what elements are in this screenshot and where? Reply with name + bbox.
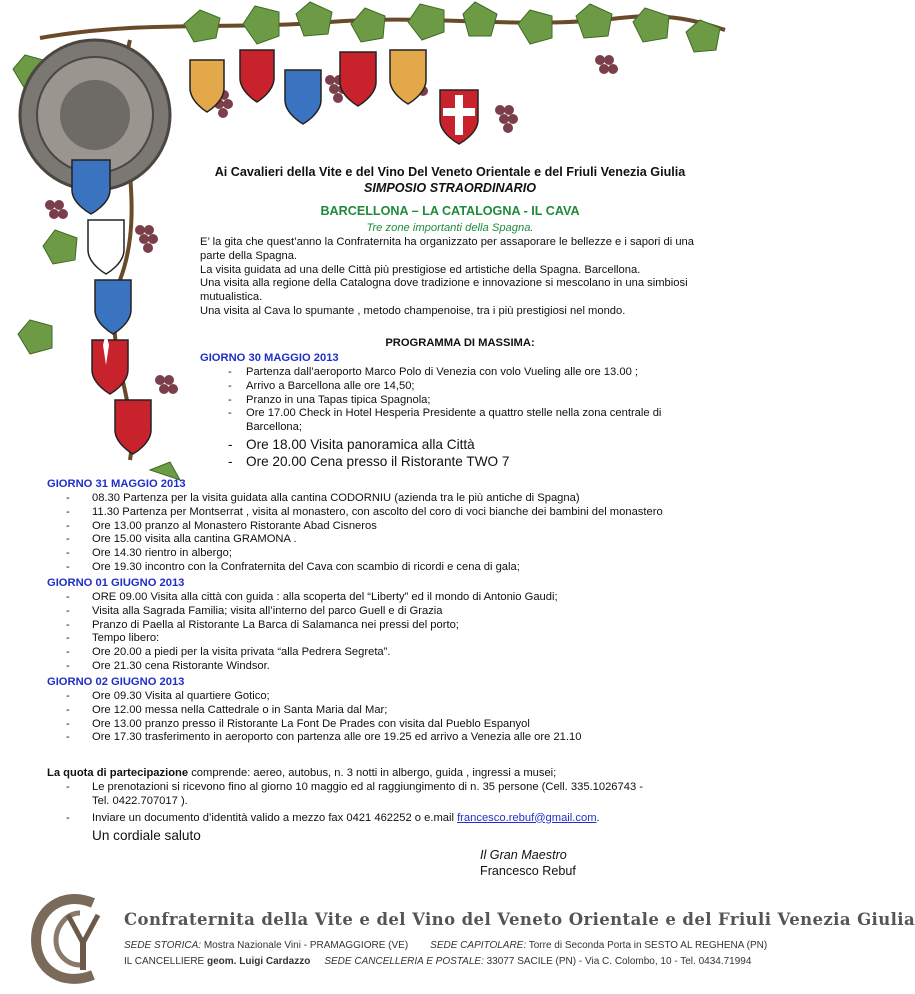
signature-name: Francesco Rebuf bbox=[480, 864, 576, 878]
confraternita-logo bbox=[28, 885, 120, 990]
list-item: - Le prenotazioni si ricevono fino al giorno 10 maggio ed al raggiungimento di n. 35 persone (Cell. 335.1026743 - bbox=[66, 781, 644, 793]
list-item: Barcellona; bbox=[246, 421, 302, 434]
intro-line: mutualistica. bbox=[200, 291, 263, 304]
list-item: - Ore 13.00 pranzo presso il Ristorante La Font De Prades con visita dal Pueblo Espanyol bbox=[66, 717, 530, 730]
list-item: - 08.30 Partenza per la visita guidata alla cantina CODORNIU (azienda tra le più antiche di Spagna) bbox=[66, 492, 580, 504]
list-item: - 11.30 Partenza per Montserrat , visita al monastero, con ascolto del coro di voci bianche dei bambini del monastero bbox=[66, 505, 663, 518]
closing: Un cordiale saluto bbox=[92, 828, 201, 843]
intro-line: Una visita alla regione della Catalogna dove tradizione e innovazione si mescolano in una simbiosi bbox=[200, 277, 688, 290]
intro-line: Una visita al Cava lo spumante , metodo champenoise, tra i più prestigiosi nel mondo. bbox=[200, 304, 626, 317]
header-title: Ai Cavalieri della Vite e del Vino Del Veneto Orientale e del Friuli Venezia Giulia bbox=[214, 165, 686, 179]
list-item: - Visita alla Sagrada Familia; visita all’interno del parco Guell e di Grazia bbox=[66, 604, 443, 617]
list-item: - Ore 09.30 Visita al quartiere Gotico; bbox=[66, 690, 270, 702]
list-item: - Ore 20.00 a piedi per la visita privata “alla Pedrera Segreta”. bbox=[66, 646, 391, 659]
list-item: - Pranzo in una Tapas tipica Spagnola; bbox=[228, 393, 431, 406]
list-item: - ORE 09.00 Visita alla città con guida : alla scoperta del “Liberty” ed il mondo di Antonio Gaudi; bbox=[66, 591, 558, 603]
list-item: - Ore 20.00 Cena presso il Ristorante TWO 7 bbox=[228, 454, 510, 469]
list-item: - Ore 12.00 messa nella Cattedrale o in Santa Maria dal Mar; bbox=[66, 703, 388, 716]
list-item: - Pranzo di Paella al Ristorante La Barca di Salamanca nei pressi del porto; bbox=[66, 618, 459, 631]
list-item: - Ore 15.00 visita alla cantina GRAMONA . bbox=[66, 533, 297, 546]
intro-line: E’ la gita che quest’anno la Confraternita ha organizzato per assaporare le bellezze e i sapori di una bbox=[200, 236, 695, 248]
intro-paragraph bbox=[200, 236, 740, 319]
list-item: - Ore 13.00 pranzo al Monastero Ristorante Abad Cisneros bbox=[66, 519, 377, 532]
day2-title: GIORNO 31 MAGGIO 2013 bbox=[47, 478, 186, 490]
list-item: - Ore 18.00 Visita panoramica alla Città bbox=[228, 437, 475, 452]
day1-list bbox=[228, 366, 706, 435]
footer-line-2: IL CANCELLIERE geom. Luigi Cardazzo SEDE CANCELLERIA E POSTALE: 33077 SACILE (PN) - Via C. Colombo, 10 - Tel. 0434.71994 bbox=[124, 956, 752, 967]
header-subtitle: SIMPOSIO STRAORDINARIO bbox=[363, 181, 537, 195]
list-item: - Ore 17.00 Check in Hotel Hesperia Presidente a quattro stelle nella zona centrale di bbox=[228, 407, 662, 420]
day3-list bbox=[66, 591, 756, 674]
list-item: - Tempo libero: bbox=[66, 632, 160, 645]
list-item-continued: Tel. 0422.707017 ). bbox=[92, 794, 188, 807]
list-item: - Inviare un documento d’identità valido a mezzo fax 0421 462252 o e.mail francesco.rebuf@gmail.com. bbox=[66, 811, 600, 824]
trip-tagline: Tre zone importanti della Spagna. bbox=[366, 222, 534, 234]
list-item: - Ore 19.30 incontro con la Confraternita del Cava con scambio di ricordi e cena di gala; bbox=[66, 560, 520, 573]
signature-role: Il Gran Maestro bbox=[480, 848, 567, 862]
list-item: - Ore 14.30 rientro in albergo; bbox=[66, 547, 232, 560]
quota-line: La quota di partecipazione comprende: aereo, autobus, n. 3 notti in albergo, guida , ingressi a musei; bbox=[47, 767, 557, 779]
day4-title: GIORNO 02 GIUGNO 2013 bbox=[47, 676, 185, 688]
list-item: - Ore 17.30 trasferimento in aeroporto con partenza alle ore 19.25 ed arrivo a Venezia alle ore 21.10 bbox=[66, 731, 582, 744]
footer-title: Confraternita della Vite e del Vino del Veneto Orientale e del Friuli Venezia Giulia bbox=[124, 910, 915, 929]
intro-line: La visita guidata ad una delle Città più prestigiose ed artistiche della Spagna. Barcellona. bbox=[200, 263, 641, 276]
list-item: - Ore 21.30 cena Ristorante Windsor. bbox=[66, 659, 270, 672]
day1-title: GIORNO 30 MAGGIO 2013 bbox=[200, 352, 339, 364]
quota-list bbox=[66, 781, 756, 825]
day4-list bbox=[66, 690, 756, 745]
list-item: - Partenza dall’aeroporto Marco Polo di Venezia con volo Vueling alle ore 13.00 ; bbox=[228, 366, 639, 378]
day3-title: GIORNO 01 GIUGNO 2013 bbox=[47, 577, 185, 589]
programma-heading: PROGRAMMA DI MASSIMA: bbox=[385, 337, 535, 349]
footer-line-1: SEDE STORICA: Mostra Nazionale Vini - PRAMAGGIORE (VE) SEDE CAPITOLARE: Torre di Seconda Porta in SESTO AL REGHENA (PN) bbox=[124, 940, 768, 951]
list-item: - Arrivo a Barcellona alle ore 14,50; bbox=[228, 379, 415, 392]
trip-title: BARCELLONA – LA CATALOGNA - IL CAVA bbox=[320, 204, 580, 218]
intro-line: parte della Spagna. bbox=[200, 249, 298, 262]
day2-list bbox=[66, 492, 756, 575]
quota-label: La quota di partecipazione bbox=[47, 767, 189, 779]
email-link[interactable]: francesco.rebuf@gmail.com bbox=[457, 811, 597, 824]
day1-big-list bbox=[228, 436, 708, 470]
